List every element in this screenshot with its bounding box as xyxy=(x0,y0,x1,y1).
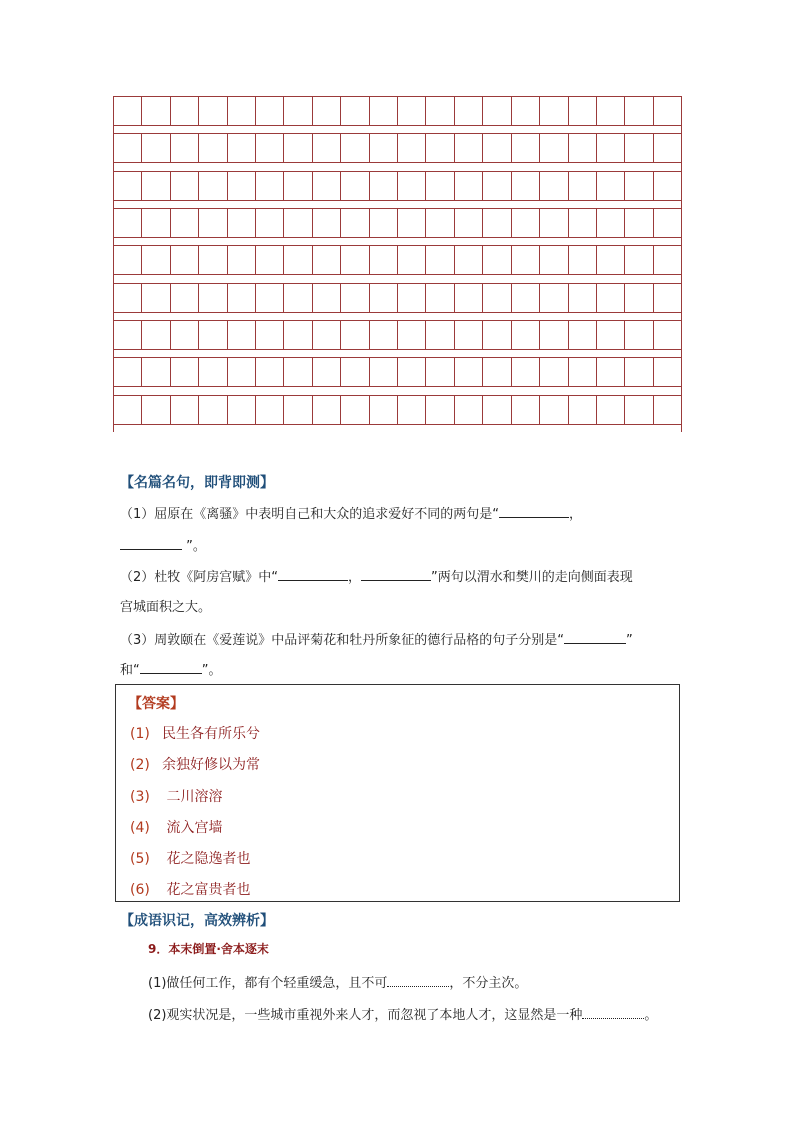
grid-cell[interactable] xyxy=(512,97,540,125)
grid-cell[interactable] xyxy=(114,396,142,424)
grid-cell[interactable] xyxy=(341,246,369,274)
grid-cell[interactable] xyxy=(341,209,369,237)
section-title-famous-lines: 【名篇名句，即背即测】 xyxy=(120,475,274,491)
answer-item xyxy=(130,879,250,899)
grid-cell[interactable] xyxy=(171,97,199,125)
grid-cell[interactable] xyxy=(512,284,540,312)
question-2-line2: 宫城面积之大。 xyxy=(120,600,212,615)
grid-cell[interactable] xyxy=(654,134,681,162)
grid-cell[interactable] xyxy=(142,358,170,386)
question-1-text: （1）屈原在《离骚》中表明自己和大众的追求爱好不同的两句是“ xyxy=(120,507,500,522)
grid-cell[interactable] xyxy=(654,209,681,237)
grid-cell[interactable] xyxy=(512,396,540,424)
grid-cell[interactable] xyxy=(540,284,568,312)
grid-cell[interactable] xyxy=(569,97,597,125)
answer-text: 流入宫墙 xyxy=(162,820,223,836)
grid-cell[interactable] xyxy=(455,209,483,237)
answer-number: (3) xyxy=(130,789,150,805)
grid-cell[interactable] xyxy=(569,134,597,162)
grid-cell[interactable] xyxy=(455,246,483,274)
grid-cell[interactable] xyxy=(483,172,511,200)
grid-cell[interactable] xyxy=(171,172,199,200)
grid-cell[interactable] xyxy=(142,284,170,312)
answer-title: 【答案】 xyxy=(128,696,184,712)
grid-cell[interactable] xyxy=(313,321,341,349)
grid-cell[interactable] xyxy=(398,134,426,162)
question-2-comma: ， xyxy=(348,570,362,585)
grid-cell[interactable] xyxy=(540,321,568,349)
answer-number: (4) xyxy=(130,820,150,836)
grid-cell[interactable] xyxy=(313,209,341,237)
grid-cell[interactable] xyxy=(284,97,312,125)
answer-blank[interactable] xyxy=(361,567,431,581)
grid-cell[interactable] xyxy=(370,246,398,274)
grid-cell[interactable] xyxy=(426,172,454,200)
grid-cell[interactable] xyxy=(313,246,341,274)
grid-cell[interactable] xyxy=(398,396,426,424)
grid-cell[interactable] xyxy=(256,246,284,274)
grid-cell[interactable] xyxy=(142,97,170,125)
question-3-text: （3）周敦颐在《爱莲说》中品评菊花和牡丹所象征的德行品格的句子分别是“ xyxy=(120,633,565,648)
grid-cell[interactable] xyxy=(142,246,170,274)
grid-cell[interactable] xyxy=(455,321,483,349)
grid-cell[interactable] xyxy=(455,134,483,162)
grid-cell[interactable] xyxy=(654,321,681,349)
grid-cell[interactable] xyxy=(370,97,398,125)
grid-cell[interactable] xyxy=(142,172,170,200)
grid-cell[interactable] xyxy=(256,172,284,200)
question-2-text-a: （2）杜牧《阿房宫赋》中“ xyxy=(120,570,279,585)
grid-cell[interactable] xyxy=(171,134,199,162)
answer-text: 花之隐逸者也 xyxy=(162,851,251,867)
grid-cell[interactable] xyxy=(426,284,454,312)
grid-cell[interactable] xyxy=(512,209,540,237)
grid-cell[interactable] xyxy=(597,97,625,125)
grid-cell[interactable] xyxy=(426,134,454,162)
grid-cell[interactable] xyxy=(597,134,625,162)
grid-cell[interactable] xyxy=(341,284,369,312)
grid-cell[interactable] xyxy=(597,396,625,424)
grid-cell[interactable] xyxy=(199,321,227,349)
question-3 xyxy=(120,630,633,650)
grid-cell[interactable] xyxy=(313,358,341,386)
grid-cell[interactable] xyxy=(625,97,653,125)
grid-cell[interactable] xyxy=(483,209,511,237)
grid-cell[interactable] xyxy=(370,396,398,424)
grid-cell[interactable] xyxy=(228,134,256,162)
grid-cell[interactable] xyxy=(228,172,256,200)
grid-cell[interactable] xyxy=(483,321,511,349)
grid-row xyxy=(114,357,681,387)
answer-item xyxy=(130,786,222,806)
question-3-line2-b: ”。 xyxy=(201,663,222,678)
question-1-line2 xyxy=(120,536,206,556)
grid-cell[interactable] xyxy=(370,284,398,312)
grid-cell[interactable] xyxy=(114,172,142,200)
grid-row xyxy=(114,320,681,350)
grid-cell[interactable] xyxy=(625,134,653,162)
grid-cell[interactable] xyxy=(569,246,597,274)
grid-cell[interactable] xyxy=(654,172,681,200)
grid-cell[interactable] xyxy=(228,284,256,312)
question-1 xyxy=(120,504,582,524)
grid-cell[interactable] xyxy=(284,246,312,274)
grid-cell[interactable] xyxy=(426,358,454,386)
grid-cell[interactable] xyxy=(597,321,625,349)
answer-text: 花之富贵者也 xyxy=(162,882,251,898)
grid-cell[interactable] xyxy=(426,396,454,424)
grid-cell[interactable] xyxy=(512,246,540,274)
question-2-text-b: ”两句以渭水和樊川的走向侧面表现 xyxy=(431,570,633,585)
grid-cell[interactable] xyxy=(625,358,653,386)
idiom-question-2-b: 。 xyxy=(644,1008,658,1023)
grid-row xyxy=(114,96,681,126)
grid-cell[interactable] xyxy=(569,321,597,349)
grid-cell[interactable] xyxy=(540,172,568,200)
grid-cell[interactable] xyxy=(114,209,142,237)
grid-cell[interactable] xyxy=(455,396,483,424)
grid-cell[interactable] xyxy=(540,246,568,274)
grid-cell[interactable] xyxy=(228,97,256,125)
grid-cell[interactable] xyxy=(483,396,511,424)
grid-cell[interactable] xyxy=(256,209,284,237)
grid-cell[interactable] xyxy=(654,396,681,424)
writing-grid xyxy=(113,96,682,432)
idiom-question-1-a: (1)做任何工作，都有个轻重缓急，且不可 xyxy=(148,976,388,991)
grid-cell[interactable] xyxy=(597,284,625,312)
grid-cell[interactable] xyxy=(483,358,511,386)
grid-cell[interactable] xyxy=(284,209,312,237)
grid-cell[interactable] xyxy=(569,284,597,312)
grid-cell[interactable] xyxy=(341,396,369,424)
grid-cell[interactable] xyxy=(341,172,369,200)
grid-cell[interactable] xyxy=(512,172,540,200)
grid-cell[interactable] xyxy=(171,321,199,349)
answer-text: 民生各有所乐兮 xyxy=(162,726,260,742)
grid-cell[interactable] xyxy=(654,246,681,274)
grid-cell[interactable] xyxy=(228,321,256,349)
question-3-line2 xyxy=(120,660,222,680)
grid-cell[interactable] xyxy=(426,321,454,349)
grid-cell[interactable] xyxy=(512,321,540,349)
section-title-idioms: 【成语识记，高效辨析】 xyxy=(120,913,274,929)
grid-cell[interactable] xyxy=(284,284,312,312)
grid-cell[interactable] xyxy=(654,97,681,125)
grid-cell[interactable] xyxy=(228,396,256,424)
grid-cell[interactable] xyxy=(654,284,681,312)
grid-cell[interactable] xyxy=(540,209,568,237)
grid-cell[interactable] xyxy=(313,284,341,312)
answer-blank[interactable] xyxy=(387,974,449,987)
grid-cell[interactable] xyxy=(370,134,398,162)
grid-cell[interactable] xyxy=(341,134,369,162)
grid-row xyxy=(114,171,681,201)
question-1-end: ”。 xyxy=(182,539,206,554)
grid-cell[interactable] xyxy=(284,321,312,349)
grid-cell[interactable] xyxy=(256,358,284,386)
grid-cell[interactable] xyxy=(654,358,681,386)
answer-item xyxy=(130,754,260,774)
grid-cell[interactable] xyxy=(313,396,341,424)
grid-cell[interactable] xyxy=(199,134,227,162)
grid-cell[interactable] xyxy=(540,134,568,162)
grid-cell[interactable] xyxy=(199,172,227,200)
grid-cell[interactable] xyxy=(142,321,170,349)
grid-cell[interactable] xyxy=(171,246,199,274)
grid-row xyxy=(114,245,681,275)
grid-cell[interactable] xyxy=(199,209,227,237)
answer-text: 余独好修以为常 xyxy=(162,757,260,773)
grid-cell[interactable] xyxy=(597,172,625,200)
grid-cell[interactable] xyxy=(114,321,142,349)
grid-cell[interactable] xyxy=(569,172,597,200)
answer-blank[interactable] xyxy=(278,567,348,581)
grid-cell[interactable] xyxy=(597,209,625,237)
question-1-comma: ， xyxy=(569,507,583,522)
grid-cell[interactable] xyxy=(171,209,199,237)
answer-number: (5) xyxy=(130,851,150,867)
grid-cell[interactable] xyxy=(142,134,170,162)
grid-cell[interactable] xyxy=(625,284,653,312)
grid-cell[interactable] xyxy=(625,396,653,424)
question-2 xyxy=(120,567,633,587)
grid-cell[interactable] xyxy=(398,321,426,349)
grid-cell[interactable] xyxy=(540,97,568,125)
grid-cell[interactable] xyxy=(426,246,454,274)
answer-item xyxy=(130,723,260,743)
grid-cell[interactable] xyxy=(625,209,653,237)
answer-number: (1) xyxy=(130,726,150,742)
grid-cell[interactable] xyxy=(142,396,170,424)
grid-cell[interactable] xyxy=(142,209,170,237)
question-3-line2-a: 和“ xyxy=(120,663,140,678)
grid-cell[interactable] xyxy=(370,172,398,200)
grid-cell[interactable] xyxy=(256,321,284,349)
grid-cell[interactable] xyxy=(512,134,540,162)
grid-cell[interactable] xyxy=(483,246,511,274)
grid-cell[interactable] xyxy=(540,358,568,386)
grid-cell[interactable] xyxy=(341,321,369,349)
grid-cell[interactable] xyxy=(256,284,284,312)
grid-cell[interactable] xyxy=(426,209,454,237)
grid-cell[interactable] xyxy=(114,97,142,125)
answer-blank[interactable] xyxy=(499,504,569,518)
grid-cell[interactable] xyxy=(569,396,597,424)
grid-cell[interactable] xyxy=(398,209,426,237)
grid-cell[interactable] xyxy=(341,97,369,125)
grid-cell[interactable] xyxy=(597,246,625,274)
grid-cell[interactable] xyxy=(625,246,653,274)
idiom-question-1 xyxy=(148,972,527,991)
answer-blank[interactable] xyxy=(564,630,626,644)
question-3-close: ” xyxy=(626,633,633,648)
grid-cell[interactable] xyxy=(256,134,284,162)
grid-cell[interactable] xyxy=(625,321,653,349)
grid-cell[interactable] xyxy=(483,284,511,312)
grid-row xyxy=(114,133,681,163)
grid-cell[interactable] xyxy=(114,358,142,386)
grid-cell[interactable] xyxy=(284,172,312,200)
grid-cell[interactable] xyxy=(370,209,398,237)
grid-row xyxy=(114,283,681,313)
grid-cell[interactable] xyxy=(284,134,312,162)
grid-row xyxy=(114,395,681,425)
answer-item xyxy=(130,817,222,837)
grid-cell[interactable] xyxy=(199,358,227,386)
grid-cell[interactable] xyxy=(313,97,341,125)
grid-cell[interactable] xyxy=(256,396,284,424)
grid-cell[interactable] xyxy=(370,358,398,386)
answer-blank[interactable] xyxy=(582,1006,644,1019)
grid-cell[interactable] xyxy=(228,358,256,386)
grid-cell[interactable] xyxy=(199,246,227,274)
grid-cell[interactable] xyxy=(199,97,227,125)
grid-cell[interactable] xyxy=(569,358,597,386)
grid-cell[interactable] xyxy=(313,172,341,200)
grid-row xyxy=(114,208,681,238)
grid-cell[interactable] xyxy=(398,246,426,274)
idiom-question-1-b: ，不分主次。 xyxy=(449,976,528,991)
grid-cell[interactable] xyxy=(228,246,256,274)
grid-cell[interactable] xyxy=(512,358,540,386)
answer-number: (6) xyxy=(130,882,150,898)
answer-number: (2) xyxy=(130,757,150,773)
grid-cell[interactable] xyxy=(540,396,568,424)
idiom-question-2 xyxy=(148,1004,657,1023)
grid-cell[interactable] xyxy=(455,358,483,386)
grid-cell[interactable] xyxy=(455,284,483,312)
grid-cell[interactable] xyxy=(199,396,227,424)
grid-cell[interactable] xyxy=(228,209,256,237)
grid-cell[interactable] xyxy=(114,284,142,312)
grid-cell[interactable] xyxy=(341,358,369,386)
grid-cell[interactable] xyxy=(114,246,142,274)
grid-cell[interactable] xyxy=(455,172,483,200)
answer-item xyxy=(130,848,250,868)
grid-cell[interactable] xyxy=(114,134,142,162)
answer-blank[interactable] xyxy=(140,660,202,674)
grid-cell[interactable] xyxy=(284,396,312,424)
answer-box xyxy=(115,684,680,902)
grid-cell[interactable] xyxy=(256,97,284,125)
grid-cell[interactable] xyxy=(398,358,426,386)
answer-text: 二川溶溶 xyxy=(162,789,223,805)
grid-cell[interactable] xyxy=(171,358,199,386)
answer-blank[interactable] xyxy=(120,536,182,550)
grid-cell[interactable] xyxy=(284,358,312,386)
grid-cell[interactable] xyxy=(398,97,426,125)
grid-cell[interactable] xyxy=(199,284,227,312)
grid-cell[interactable] xyxy=(483,134,511,162)
grid-cell[interactable] xyxy=(625,172,653,200)
grid-cell[interactable] xyxy=(171,396,199,424)
grid-cell[interactable] xyxy=(398,172,426,200)
grid-cell[interactable] xyxy=(370,321,398,349)
grid-cell[interactable] xyxy=(313,134,341,162)
grid-cell[interactable] xyxy=(398,284,426,312)
grid-cell[interactable] xyxy=(569,209,597,237)
idiom-question-2-a: (2)观实状况是，一些城市重视外来人才，而忽视了本地人才，这显然是一种 xyxy=(148,1008,583,1023)
grid-cell[interactable] xyxy=(171,284,199,312)
idiom-item-title: 9．本末倒置·舍本逐末 xyxy=(148,942,269,956)
grid-cell[interactable] xyxy=(483,97,511,125)
grid-cell[interactable] xyxy=(597,358,625,386)
grid-cell[interactable] xyxy=(455,97,483,125)
grid-cell[interactable] xyxy=(426,97,454,125)
